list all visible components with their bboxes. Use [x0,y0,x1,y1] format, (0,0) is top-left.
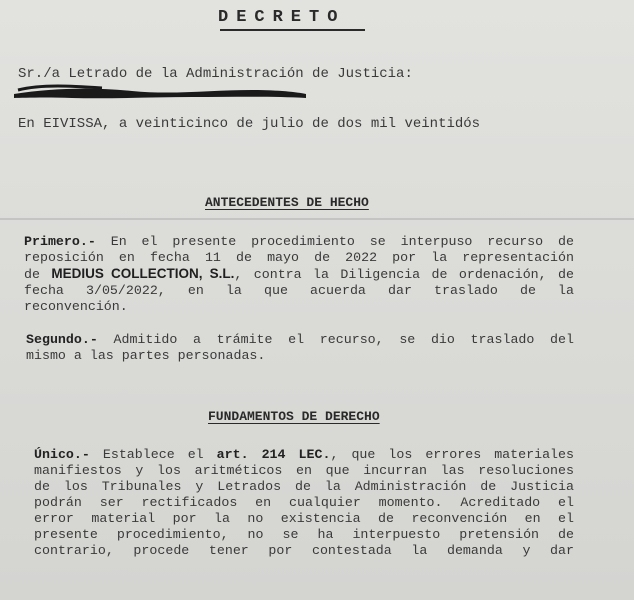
document-title: DECRETO [218,8,346,27]
primero-text-3a: de [24,267,52,282]
paragraph-primero [24,234,574,315]
segundo-line-1 [26,332,574,348]
unico-text-1a: Establece el [89,447,217,462]
paragraph-segundo [26,332,574,364]
primero-label: Primero.- [24,234,96,249]
article-reference: art. 214 LEC. [216,447,331,462]
unico-label: Único.- [34,447,90,462]
primero-text-1: En el presente procedimiento se interpuso recurso de [95,234,574,249]
section-heading-antecedentes: ANTECEDENTES DE HECHO [205,195,369,210]
unico-line-4: podrán ser rectificados en cualquier momento. Acreditado el [34,495,574,510]
unico-line-3: de los Tribunales y Letrados de la Administración de Justicia [34,479,574,494]
date-line: En EIVISSA, a veinticinco de julio de dos mil veintidós [18,116,481,132]
addressee-line: Sr./a Letrado de la Administración de Justicia: [18,66,413,82]
section-heading-fundamentos: FUNDAMENTOS DE DERECHO [208,409,380,424]
redaction-mark [12,84,308,100]
unico-text-1b: , que los errores materiales [330,447,574,462]
primero-line-2: reposición en fecha 11 de mayo de 2022 por la representación [24,250,574,265]
unico-line-7: contrario, procede tener por contestada la demanda y dar [34,543,574,558]
segundo-text-1: Admitido a trámite el recurso, se dio traslado del [97,332,574,347]
primero-line-3 [24,266,574,283]
primero-line-5: reconvención. [24,299,128,314]
segundo-line-2: mismo a las partes personadas. [26,348,266,363]
unico-line-6: presente procedimiento, no se ha interpuesto pretensión de [34,527,574,542]
unico-line-5: error material por la no existencia de reconvención en el [34,511,574,526]
unico-line-2: manifiestos y los aritméticos en que incurran las resoluciones [34,463,574,478]
paragraph-unico [34,447,574,559]
company-name: MEDIUS COLLECTION, S.L. [51,266,235,281]
title-underline [220,29,365,31]
unico-line-1 [34,447,574,463]
primero-line-4: fecha 3/05/2022, en la que acuerda dar traslado de la [24,283,574,298]
segundo-label: Segundo.- [26,332,98,347]
primero-text-3b: , contra la Diligencia de ordenación, de [234,267,574,282]
primero-line-1 [24,234,574,250]
paper-fold [0,218,634,220]
